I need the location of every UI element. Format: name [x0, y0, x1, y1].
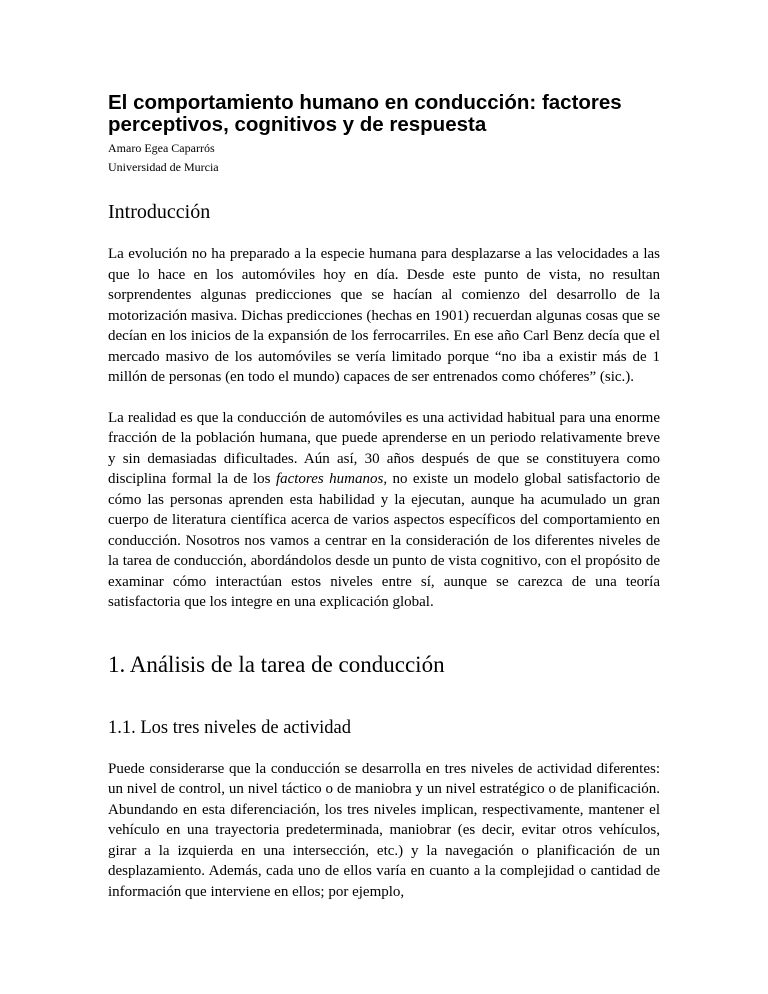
title-line-1: El comportamiento humano en conducción: factores [108, 91, 622, 114]
subsection-1-1-paragraph: Puede considerarse que la conducción se desarrolla en tres niveles de actividad diferentes: un nivel de control, un nivel táctico o de maniobra y un nivel estratégico o de planificación. Abundando en esta diferenciación, los tres niveles implican, respectivamente, mantener el vehículo en una trayectoria predeterminada, maniobrar (es decir, evitar otros vehículos, girar a la izquierda en una intersección, etc.) y la navegación o planificación de un desplazamiento. Además, cada uno de ellos varía en cuanto a la complejidad o cantidad de información que interviene en ellos; por ejemplo, [108, 760, 660, 900]
introduction-heading: Introducción [108, 201, 211, 223]
document-title [108, 92, 660, 136]
emphasized-term: factores humanos [275, 471, 384, 487]
author-name: Amaro Egea Caparrós [108, 141, 215, 155]
author-affiliation: Universidad de Murcia [108, 160, 219, 174]
paragraph-text: , no existe un modelo global satisfactorio de cómo las personas aprenden esta habilidad y la ejecutan, aunque ha acumulado un gran cuerpo de literatura científica acerca de varios aspectos específicos del comportamiento en conducción. Nosotros nos vamos a centrar en la consideración de los diferentes niveles de la tarea de conducción, abordándolos desde un punto de vista cognitivo, con el propósito de examinar cómo interactúan estos niveles entre sí, aunque se carezca de una teoría satisfactoria que los integre en una explicación global. [108, 471, 660, 610]
subsection-1-1-heading: 1.1. Los tres niveles de actividad [108, 717, 352, 738]
title-line-2: perceptivos, cognitivos y de respuesta [108, 113, 487, 136]
section-1-heading: 1. Análisis de la tarea de conducción [108, 651, 445, 677]
introduction-paragraph-2 [108, 408, 660, 613]
introduction-paragraph-1: La evolución no ha preparado a la especie humana para desplazarse a las velocidades a las que lo hace en los automóviles hoy en día. Desde este punto de vista, no resultan sorprendentes algunas predicciones que se hacían al comienzo del desarrollo de la motorización masiva. Dichas predicciones (hechas en 1901) recuerdan algunas cosas que se decían en los inicios de la expansión de los ferrocarriles. En ese año Carl Benz decía que el mercado masivo de los automóviles se vería limitado porque “no iba a existir más de 1 millón de personas (en todo el mundo) capaces de ser entrenados como chóferes” (sic.). [108, 246, 660, 385]
paragraph-text: La realidad es que la conducción de automóviles es una actividad habitual para una enorme fracción de la población humana, que puede aprenderse en un periodo relativamente breve y sin demasiadas dificultades. Aún así, 30 años después de que se constituyera como disciplina formal la de los [108, 409, 660, 487]
document-page [108, 92, 660, 902]
